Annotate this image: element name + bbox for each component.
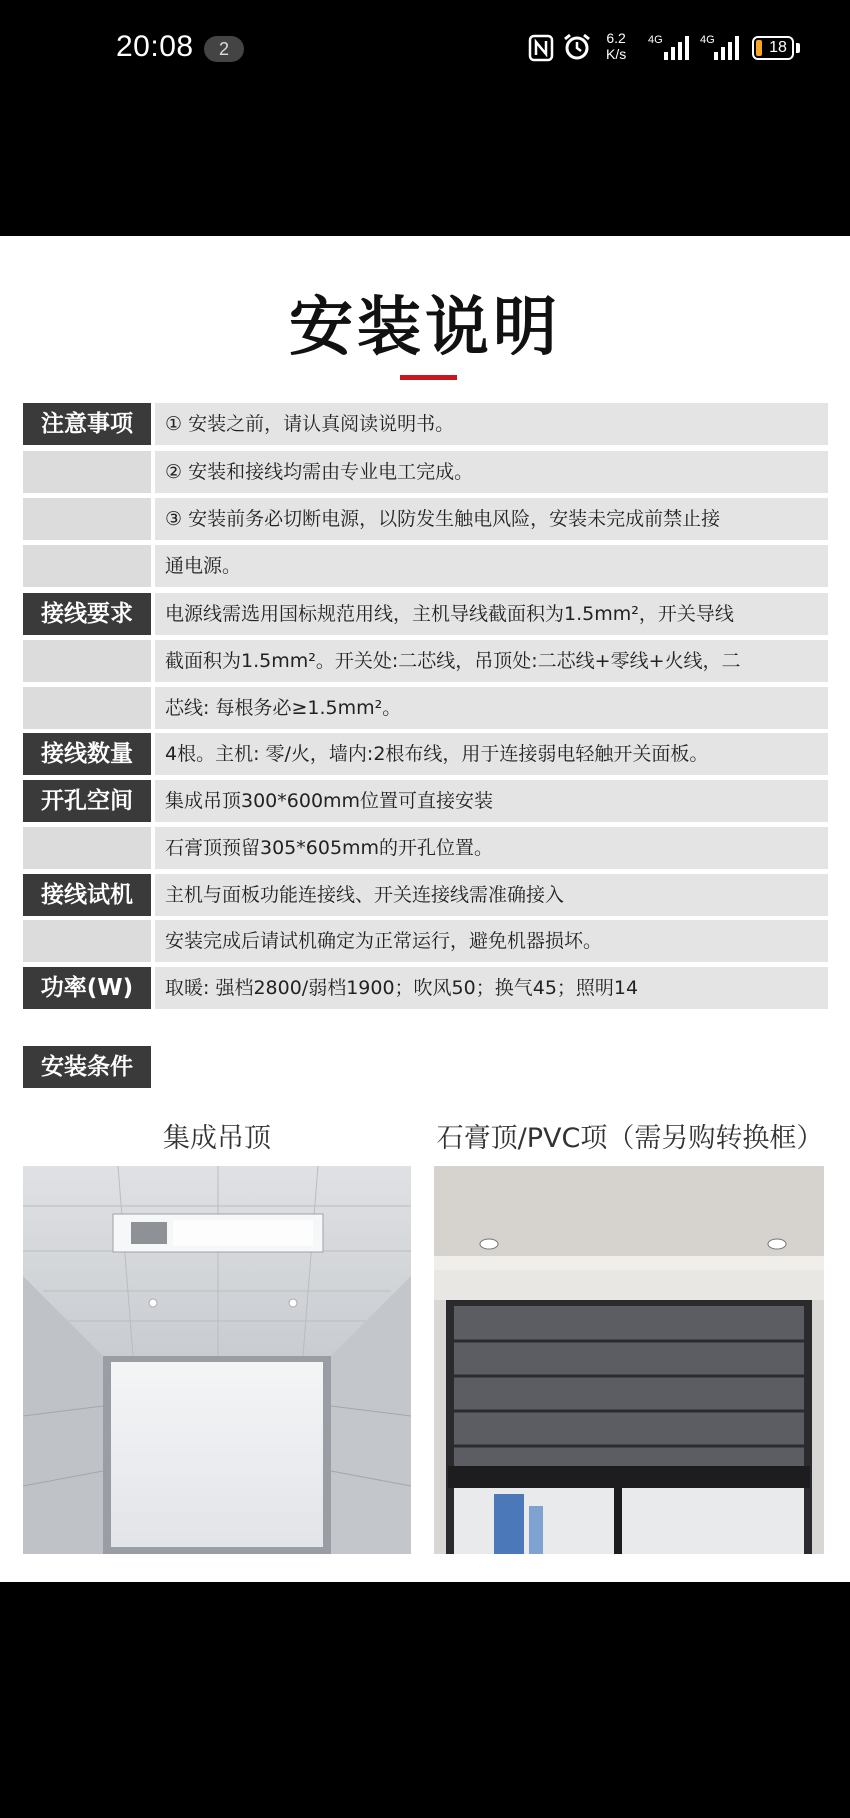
row-label bbox=[23, 920, 151, 962]
instruction-row bbox=[23, 451, 828, 493]
instruction-row bbox=[23, 545, 828, 587]
installation-instructions-image bbox=[0, 236, 850, 1582]
row-text: 通电源。 bbox=[155, 545, 828, 587]
instruction-row bbox=[23, 874, 828, 916]
row-label: 功率(W) bbox=[23, 967, 151, 1009]
gypsum-ceiling-photo bbox=[434, 1166, 824, 1554]
row-text: ① 安装之前，请认真阅读说明书。 bbox=[155, 403, 828, 445]
bottom-area bbox=[0, 1582, 850, 1818]
row-text: 取暖: 强档2800/弱档1900；吹风50；换气45；照明14 bbox=[155, 967, 828, 1009]
battery-tip bbox=[796, 43, 800, 53]
row-label: 注意事项 bbox=[23, 403, 151, 445]
row-label bbox=[23, 451, 151, 493]
page-title: 安装说明 bbox=[289, 291, 561, 365]
instruction-row bbox=[23, 733, 828, 775]
row-text: 4根。主机: 零/火，墙内:2根布线，用于连接弱电轻触开关面板。 bbox=[155, 733, 828, 775]
status-bar bbox=[0, 0, 850, 100]
row-text: 截面积为1.5mm²。开关处:二芯线，吊顶处:二芯线+零线+火线，二 bbox=[155, 640, 828, 682]
network-type-label: 4G bbox=[700, 34, 715, 46]
row-label bbox=[23, 545, 151, 587]
nfc-icon bbox=[528, 34, 554, 62]
signal-icon bbox=[664, 34, 694, 60]
battery-level bbox=[756, 40, 762, 56]
row-text: 电源线需选用国标规范用线，主机导线截面积为1.5mm²，开关导线 bbox=[155, 593, 828, 635]
row-text: 芯线: 每根务必≥1.5mm²。 bbox=[155, 687, 828, 729]
notification-count-badge: 2 bbox=[204, 36, 244, 62]
row-label bbox=[23, 498, 151, 540]
alarm-icon bbox=[562, 32, 592, 62]
instruction-row bbox=[23, 920, 828, 962]
integrated-ceiling-photo bbox=[23, 1166, 411, 1554]
row-text: ② 安装和接线均需由专业电工完成。 bbox=[155, 451, 828, 493]
row-label: 接线试机 bbox=[23, 874, 151, 916]
instruction-row bbox=[23, 687, 828, 729]
row-text: ③ 安装前务必切断电源，以防发生触电风险，安装未完成前禁止接 bbox=[155, 498, 828, 540]
title-underline bbox=[400, 375, 457, 380]
row-label bbox=[23, 827, 151, 869]
instruction-row bbox=[23, 967, 828, 1009]
integrated-ceiling-caption: 集成吊顶 bbox=[163, 1123, 271, 1154]
row-text: 集成吊顶300*600mm位置可直接安装 bbox=[155, 780, 828, 822]
instruction-row bbox=[23, 593, 828, 635]
row-label bbox=[23, 640, 151, 682]
battery-icon: 18 bbox=[752, 36, 794, 60]
row-text: 石膏顶预留305*605mm的开孔位置。 bbox=[155, 827, 828, 869]
instruction-row bbox=[23, 780, 828, 822]
network-speed: 6.2 K/s bbox=[606, 30, 627, 62]
row-label: 接线要求 bbox=[23, 593, 151, 635]
instruction-row bbox=[23, 640, 828, 682]
network-type-label: 4G bbox=[648, 34, 663, 46]
instruction-row bbox=[23, 498, 828, 540]
gypsum-ceiling-caption: 石膏顶/PVC项（需另购转换框） bbox=[436, 1123, 824, 1154]
instruction-row bbox=[23, 403, 828, 445]
row-text: 安装完成后请试机确定为正常运行，避免机器损坏。 bbox=[155, 920, 828, 962]
row-label bbox=[23, 687, 151, 729]
conditions-label: 安装条件 bbox=[23, 1046, 151, 1088]
signal-icon bbox=[714, 34, 744, 60]
row-label: 开孔空间 bbox=[23, 780, 151, 822]
row-text: 主机与面板功能连接线、开关连接线需准确接入 bbox=[155, 874, 828, 916]
row-label: 接线数量 bbox=[23, 733, 151, 775]
clock: 20:08 bbox=[116, 30, 194, 63]
instruction-row bbox=[23, 827, 828, 869]
